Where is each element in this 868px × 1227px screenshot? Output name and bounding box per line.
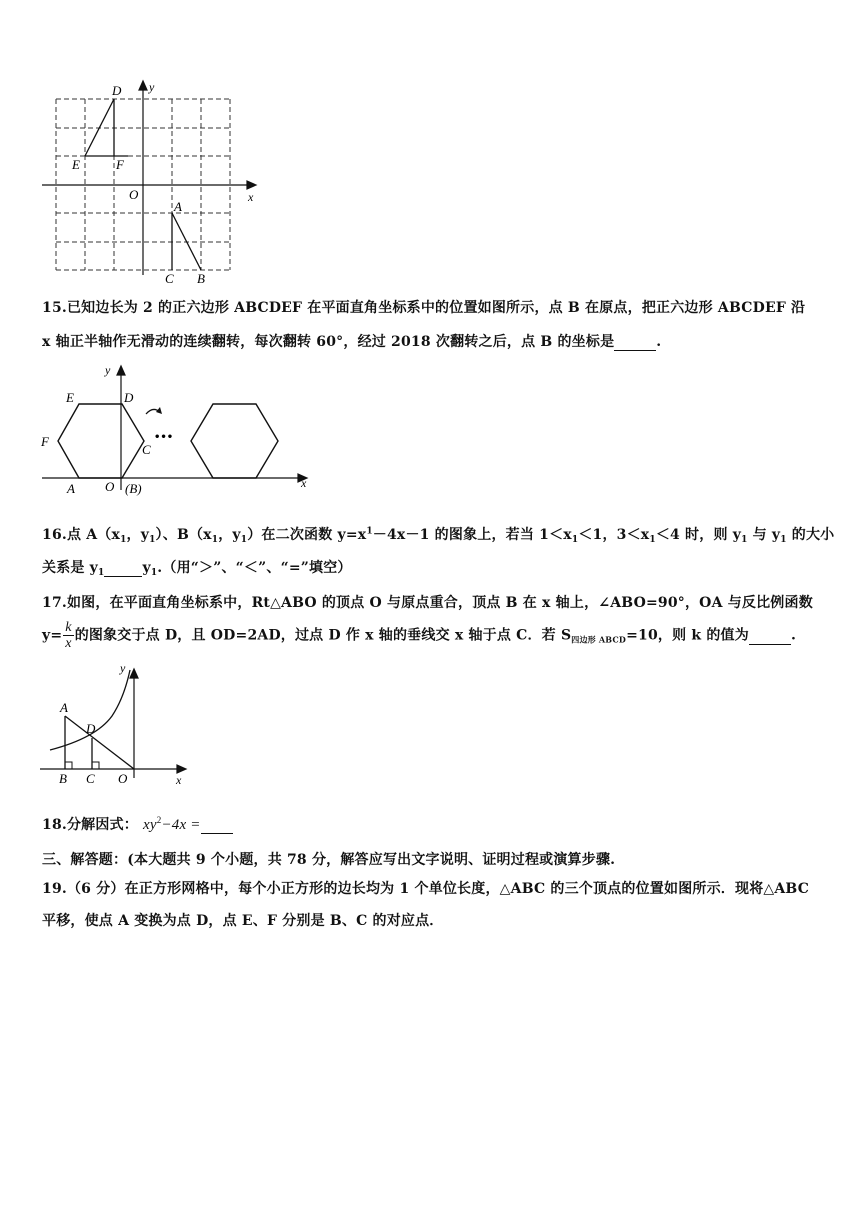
label-f: F [116,157,124,172]
label-d: D [112,83,122,98]
label-e: E [66,390,74,405]
q17-answer-blank[interactable] [749,628,791,645]
label-c: C [165,271,174,285]
hexagon-rolled [191,404,278,478]
q17-line1: 17.如图，在平面直角坐标系中，Rt△ABO 的顶点 O 与原点重合，顶点 B 在 x 轴上，∠ABO=90°，OA 与反比例函数 [42,595,813,611]
label-o: O [105,479,115,494]
grid-figure [30,75,270,285]
label-f: F [41,434,49,449]
label-x: x [248,190,254,204]
axes [40,669,186,778]
q18-answer-blank[interactable] [201,817,233,834]
right-angle-marks [65,762,99,769]
label-a: A [174,199,182,214]
label-a: A [67,481,75,496]
label-d: D [124,390,134,405]
label-o: O [129,187,139,202]
label-y: y [149,80,155,94]
label-b: B [59,771,67,786]
q15-line1 [42,297,805,317]
q16-line2: 关系是 $y_1$ $y_1$.（用“＞”、“＜”、“=”填空） [42,560,352,578]
q16-line1: 16.点 $A(x_1$，$y_1$）、$B(x_1$，$y_1$）在二次函数 $y=x^1-4x-1$ 的图象上，若当 $1<x_1<1$，$3<x_1<4$ 时，则 $y_1$ 与 $y_1$ 的大小 [42,526,835,545]
q18-line: 18.分解因式： $xy^2-4x$ = [42,814,233,834]
triangle-abo [65,716,134,769]
label-c: C [86,771,95,786]
q16-answer-blank[interactable] [104,560,142,577]
label-c: C [142,442,151,457]
q18-expression: $xy^2-4x$ = [143,815,201,833]
dots: ••• [154,432,174,443]
q19-line2: 平移，使点 A 变换为点 D，点 E、F 分别是 B、C 的对应点． [42,913,444,929]
fraction-k-over-x: $\frac{k}{x}$ [65,620,72,651]
hexagon-figure [34,360,319,500]
q15-text-1: 已知边长为 2 的正六边形 ABCDEF 在平面直角坐标系中的位置如图所示，点 B 在原点，把正六边形 ABCDEF 沿 [66,300,806,316]
label-b: (B) [125,481,142,496]
label-a: A [60,700,68,715]
section3-header: 三、解答题：(本大题共 9 个小题，共 78 分，解答应写出文字说明、证明过程或演算步骤. [42,852,616,868]
label-b: B [197,271,205,285]
axes [42,366,307,490]
label-d: D [86,721,96,736]
q19-line1: 19.（6 分）在正方形网格中，每个小正方形的边长均为 1 个单位长度，△ABC 的三个顶点的位置如图所示．现将△ABC [42,881,810,897]
axes [42,81,256,275]
label-y: y [120,661,126,675]
hexagon-abcdef [58,404,144,478]
label-e: E [72,157,80,172]
q15-number: 15. [42,300,67,316]
q15-text-2: x 轴正半轴作无滑动的连续翻转，每次翻转 60°，经过 2018 次翻转之后，点 B 的坐标是 [42,334,615,350]
inverse-function-figure [36,660,196,790]
label-x: x [301,476,307,490]
label-y: y [105,363,111,377]
label-x: x [176,773,182,787]
label-o: O [118,771,128,786]
q15-answer-blank[interactable] [614,334,656,351]
q17-line2: y= $\frac{k}{x}$ 的图象交于点 D，且 OD=2AD，过点 D 作 x 轴的垂线交 x 轴于点 C．若 $S_{四边形 ABCD}=10$，则 k 的值为 . [42,620,797,651]
q15-line2: x 轴正半轴作无滑动的连续翻转，每次翻转 60°，经过 2018 次翻转之后，点 B 的坐标是 . [42,334,662,350]
